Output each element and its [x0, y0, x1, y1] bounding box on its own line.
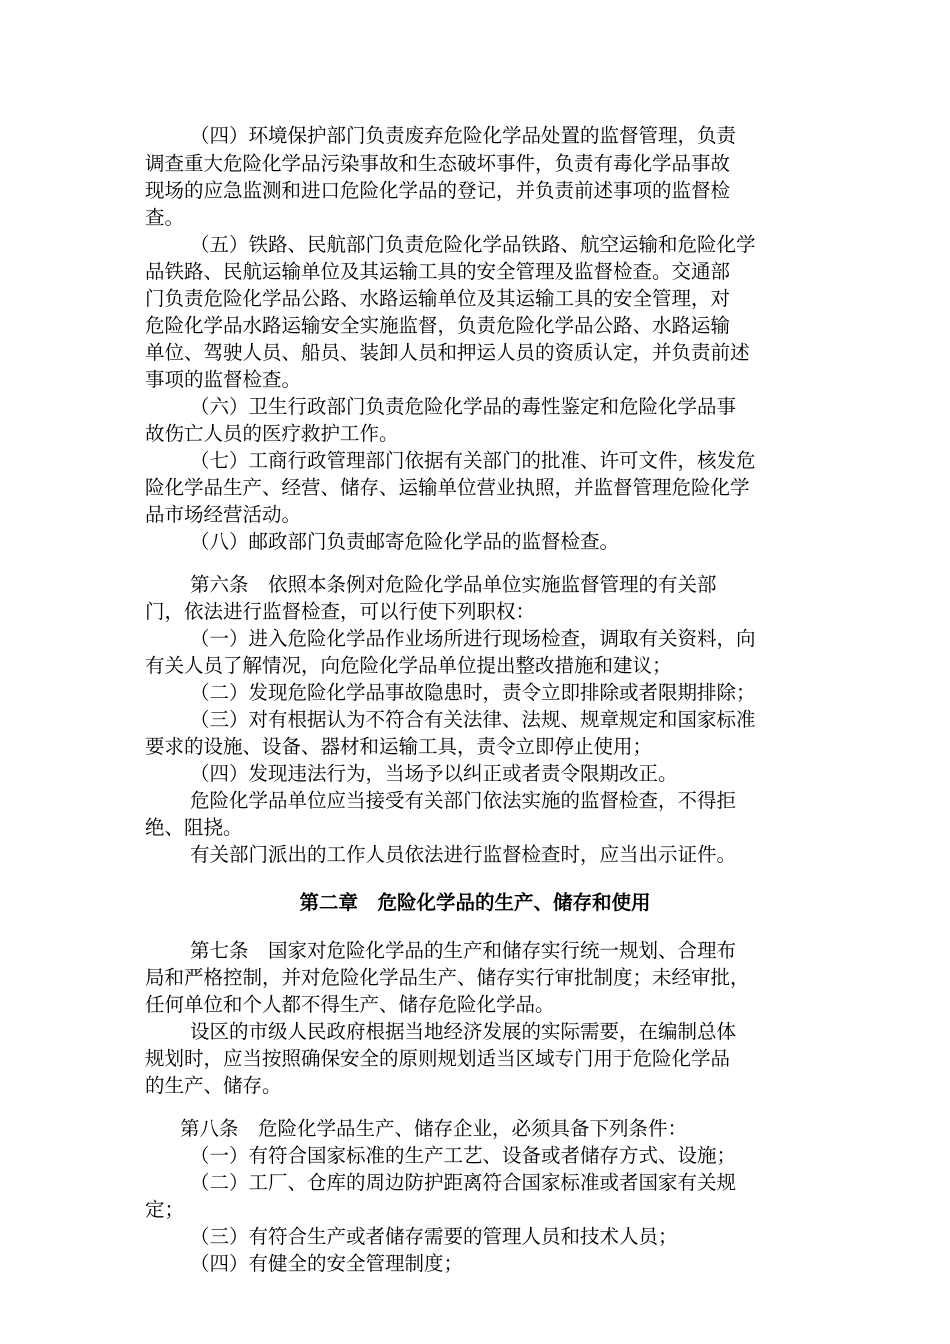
text-line: （二）工厂、仓库的周边防护距离符合国家标准或者国家有关规 — [190, 1171, 737, 1194]
text-line: 第七条 国家对危险化学品的生产和储存实行统一规划、合理布 — [190, 939, 737, 962]
text-line: 故伤亡人员的医疗救护工作。 — [145, 422, 399, 445]
text-line: （六）卫生行政部门负责危险化学品的毒性鉴定和危险化学品事 — [190, 395, 737, 418]
text-line: 事项的监督检查。 — [145, 368, 302, 391]
text-line: 品市场经营活动。 — [145, 503, 302, 526]
chapter-title: 第二章 危险化学品的生产、储存和使用 — [299, 891, 651, 914]
text-line: （八）邮政部门负责邮寄危险化学品的监督检查。 — [190, 530, 620, 553]
text-line: 设区的市级人民政府根据当地经济发展的实际需要，在编制总体 — [190, 1020, 737, 1043]
text-line: （一）进入危险化学品作业场所进行现场检查，调取有关资料，向 — [190, 627, 756, 650]
text-line: （二）发现危险化学品事故隐患时，责令立即排除或者限期排除； — [190, 681, 756, 704]
text-line: 现场的应急监测和进口危险化学品的登记，并负责前述事项的监督检 — [145, 179, 731, 202]
text-line: 的生产、储存。 — [145, 1074, 282, 1097]
text-line: 规划时，应当按照确保安全的原则规划适当区域专门用于危险化学品 — [145, 1047, 731, 1070]
text-line: （四）有健全的安全管理制度； — [190, 1252, 464, 1275]
text-line: 定； — [145, 1198, 185, 1221]
text-line: 要求的设施、设备、器材和运输工具，责令立即停止使用； — [145, 735, 653, 758]
text-line: 查。 — [145, 206, 185, 229]
text-line: 危险化学品水路运输安全实施监督，负责危险化学品公路、水路运输 — [145, 314, 731, 337]
text-line: （七）工商行政管理部门依据有关部门的批准、许可文件，核发危 — [190, 449, 756, 472]
text-line: （五）铁路、民航部门负责危险化学品铁路、航空运输和危险化学 — [190, 233, 756, 256]
text-line: 局和严格控制，并对危险化学品生产、储存实行审批制度；未经审批， — [145, 966, 750, 989]
text-line: 门，依法进行监督检查，可以行使下列职权： — [145, 600, 536, 623]
text-line: 单位、驾驶人员、船员、装卸人员和押运人员的资质认定，并负责前述 — [145, 341, 750, 364]
text-line: 绝、阻挠。 — [145, 816, 243, 839]
text-line: 危险化学品单位应当接受有关部门依法实施的监督检查，不得拒 — [190, 789, 737, 812]
text-line: 门负责危险化学品公路、水路运输单位及其运输工具的安全管理，对 — [145, 287, 731, 310]
text-line: 有关人员了解情况，向危险化学品单位提出整改措施和建议； — [145, 654, 672, 677]
text-line: 品铁路、民航运输单位及其运输工具的安全管理及监督检查。交通部 — [145, 260, 731, 283]
text-line: （三）有符合生产或者储存需要的管理人员和技术人员； — [190, 1225, 678, 1248]
text-line: （三）对有根据认为不符合有关法律、法规、规章规定和国家标准 — [190, 708, 756, 731]
text-line: （四）环境保护部门负责废弃危险化学品处置的监督管理，负责 — [190, 124, 737, 147]
text-line: 任何单位和个人都不得生产、储存危险化学品。 — [145, 993, 555, 1016]
text-line: 有关部门派出的工作人员依法进行监督检查时，应当出示证件。 — [190, 843, 737, 866]
text-line: 第八条 危险化学品生产、储存企业，必须具备下列条件： — [180, 1117, 688, 1140]
text-line: （一）有符合国家标准的生产工艺、设备或者储存方式、设施； — [190, 1144, 737, 1167]
text-line: 第六条 依照本条例对危险化学品单位实施监督管理的有关部 — [190, 573, 717, 596]
text-line: 调查重大危险化学品污染事故和生态破坏事件，负责有毒化学品事故 — [145, 152, 731, 175]
text-line: （四）发现违法行为，当场予以纠正或者责令限期改正。 — [190, 762, 678, 785]
text-line: 险化学品生产、经营、储存、运输单位营业执照，并监督管理危险化学 — [145, 476, 750, 499]
